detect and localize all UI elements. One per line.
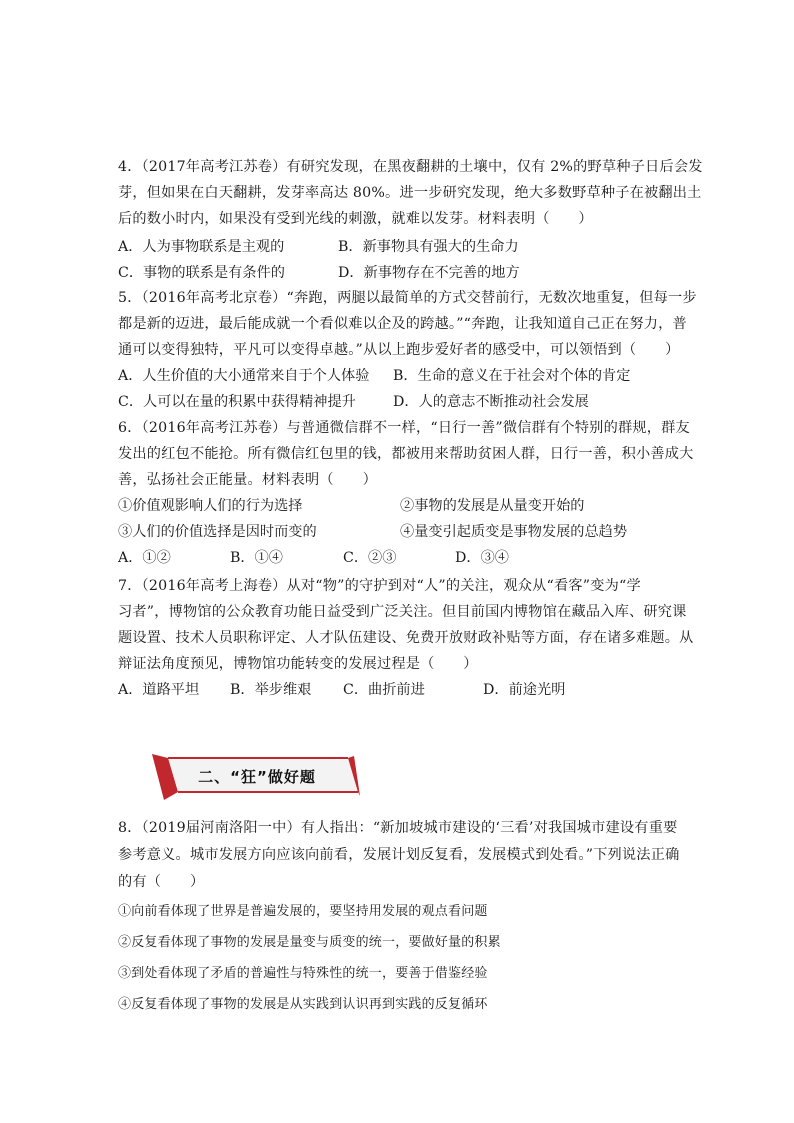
q8-line-1: 8．（2019届河南洛阳一中）有人指出：“新加坡城市建设的‘三看’对我国城市建设有重要 (118, 820, 678, 836)
q6-line-3: 善，弘扬社会正能量。材料表明（ ） (118, 472, 377, 488)
q5-option-c: C．人可以在量的积累中获得精神提升 (118, 394, 356, 410)
q6-line-1: 6．（2016年高考江苏卷）与普通微信群不一样，“日行一善”微信群有个特别的群规，群友 (118, 420, 690, 436)
q7-line-2: 习者”，博物馆的公众教育功能日益受到广泛关注。但目前国内博物馆在藏品入库、研究课 (118, 604, 687, 620)
q7-line-4: 辩证法角度预见，博物馆功能转变的发展过程是（ ） (118, 656, 478, 672)
section-banner (150, 752, 360, 804)
q8-statement-1: ①向前看体现了世界是普遍发展的，要坚持用发展的观点看问题 (118, 904, 488, 919)
q6-statement-2: ②事物的发展是从量变开始的 (400, 498, 585, 514)
q4-option-a: A．人为事物联系是主观的 (118, 239, 285, 255)
q5-line-1: 5．（2016年高考北京卷）“奔跑，两腿以最简单的方式交替前行，无数次地重复，但每一步 (118, 290, 697, 306)
q7-line-3: 题设置、技术人员职称评定、人才队伍建设、免费开放财政补贴等方面，存在诸多难题。从 (118, 630, 694, 646)
q4-line-3: 后的数小时内，如果没有受到光线的刺激，就难以发芽。材料表明（ ） (118, 211, 593, 227)
q6-option-d: D．③④ (455, 550, 509, 566)
q5-line-3: 通可以变得独特，平凡可以变得卓越。”从以上跑步爱好者的感受中，可以领悟到（ ） (118, 342, 680, 358)
q6-line-2: 发出的红包不能抢。所有微信红包里的钱，都被用来帮助贫困人群，日行一善，积小善成大 (118, 446, 694, 462)
q6-option-a: A．①② (118, 550, 171, 566)
q4-line-2: 芽，但如果在白天翻耕，发芽率高达 80%。进一步研究发现，绝大多数野草种子在被翻出土 (118, 185, 702, 201)
q5-option-a: A．人生价值的大小通常来自于个人体验 (118, 368, 370, 384)
q8-statement-4: ④反复看体现了事物的发展是从实践到认识再到实践的反复循环 (118, 997, 488, 1012)
q4-line-1: 4．（2017年高考江苏卷）有研究发现，在黑夜翻耕的土壤中，仅有 2%的野草种子日后会发 (118, 159, 703, 175)
q6-option-b: B．①④ (230, 550, 283, 566)
q8-statement-3: ③到处看体现了矛盾的普遍性与特殊性的统一，要善于借鉴经验 (118, 966, 488, 981)
q4-option-d: D．新事物存在不完善的地方 (338, 265, 520, 281)
q6-statement-1: ①价值观影响人们的行为选择 (118, 498, 303, 514)
q8-statement-2: ②反复看体现了事物的发展是量变与质变的统一，要做好量的积累 (118, 935, 501, 950)
q7-option-a: A．道路平坦 (118, 682, 200, 698)
q5-option-b: B．生命的意义在于社会对个体的肯定 (393, 368, 631, 384)
q4-option-b: B．新事物具有强大的生命力 (338, 239, 519, 255)
section-title: 二、“狂”做好题 (198, 768, 316, 786)
q7-option-d: D．前途光明 (483, 682, 566, 698)
q7-option-b: B．举步维艰 (230, 682, 312, 698)
q6-option-c: C．②③ (343, 550, 397, 566)
q6-statement-3: ③人们的价值选择是因时而变的 (118, 524, 317, 540)
q8-line-3: 的有（ ） (118, 874, 205, 890)
q7-line-1: 7．（2016年高考上海卷）从对“物”的守护到对“人”的关注，观众从“看客”变为“学 (118, 578, 641, 594)
q7-option-c: C．曲折前进 (343, 682, 425, 698)
q8-line-2: 参考意义。城市发展方向应该向前看，发展计划反复看，发展模式到处看。”下列说法正确 (118, 847, 680, 863)
q5-option-d: D．人的意志不断推动社会发展 (393, 394, 589, 410)
q4-option-c: C．事物的联系是有条件的 (118, 265, 285, 281)
q5-line-2: 都是新的迈进，最后能成就一个看似难以企及的跨越。”“奔跑，让我知道自己正在努力，普 (118, 316, 687, 332)
q6-statement-4: ④量变引起质变是事物发展的总趋势 (400, 524, 628, 540)
